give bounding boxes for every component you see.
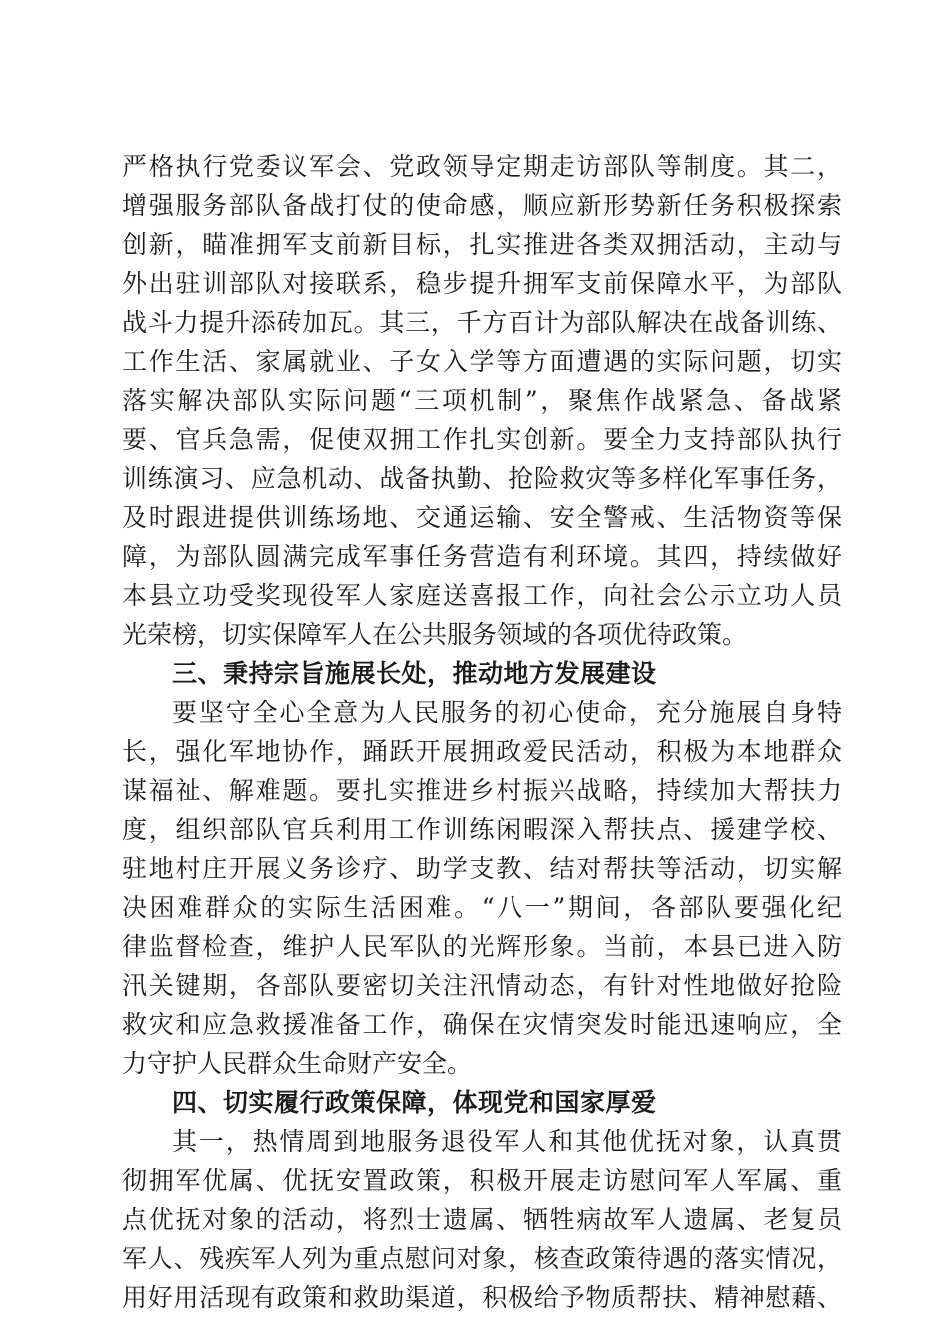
paragraph-line: 谋福祉、解难题。要扎实推进乡村振兴战略，持续加大帮扶力 (122, 776, 842, 805)
paragraph-line: 彻拥军优属、优抚安置政策，积极开展走访慰问军人军属、重 (122, 1166, 842, 1195)
paragraph-line: 救灾和应急救援准备工作，确保在灾情突发时能迅速响应，全 (122, 1010, 842, 1039)
paragraph-line: 点优抚对象的活动，将烈士遗属、牺牲病故军人遗属、老复员 (122, 1205, 842, 1234)
paragraph-line: 要、官兵急需，促使双拥工作扎实创新。要全力支持部队执行 (122, 425, 842, 454)
paragraph-line: 工作生活、家属就业、子女入学等方面遭遇的实际问题，切实 (122, 347, 842, 376)
paragraph-line: 战斗力提升添砖加瓦。其三，千方百计为部队解决在战备训练、 (122, 308, 842, 337)
section-heading-3: 三、秉持宗旨施展长处，推动地方发展建设 (172, 659, 657, 688)
paragraph-line: 训练演习、应急机动、战备执勤、抢险救灾等多样化军事任务， (122, 464, 842, 493)
paragraph-line: 本县立功受奖现役军人家庭送喜报工作，向社会公示立功人员 (122, 581, 842, 610)
paragraph-line: 军人、残疾军人列为重点慰问对象，核查政策待遇的落实情况， (122, 1244, 842, 1273)
paragraph-line: 决困难群众的实际生活困难。“八一”期间，各部队要强化纪 (122, 893, 842, 922)
paragraph-line: 障，为部队圆满完成军事任务营造有利环境。其四，持续做好 (122, 542, 842, 571)
paragraph-line: 落实解决部队实际问题“三项机制”，聚焦作战紧急、备战紧 (122, 386, 842, 415)
paragraph-line: 驻地村庄开展义务诊疗、助学支教、结对帮扶等活动，切实解 (122, 854, 842, 883)
paragraph-first-line: 其一，热情周到地服务退役军人和其他优抚对象，认真贯 (172, 1127, 842, 1156)
paragraph-line: 光荣榜，切实保障军人在公共服务领域的各项优待政策。 (122, 620, 748, 649)
paragraph-line: 律监督检查，维护人民军队的光辉形象。当前，本县已进入防 (122, 932, 842, 961)
paragraph-line: 增强服务部队备战打仗的使命感，顺应新形势新任务积极探索 (122, 191, 842, 220)
paragraph-line: 力守护人民群众生命财产安全。 (122, 1049, 473, 1078)
section-heading-4: 四、切实履行政策保障，体现党和国家厚爱 (172, 1088, 657, 1117)
paragraph-first-line: 要坚守全心全意为人民服务的初心使命，充分施展自身特 (172, 698, 842, 727)
paragraph-line: 用好用活现有政策和救助渠道，积极给予物质帮扶、精神慰藉、 (122, 1283, 842, 1312)
paragraph-line: 外出驻训部队对接联系，稳步提升拥军支前保障水平，为部队 (122, 269, 842, 298)
paragraph-line: 创新，瞄准拥军支前新目标，扎实推进各类双拥活动，主动与 (122, 230, 842, 259)
paragraph-line: 及时跟进提供训练场地、交通运输、安全警戒、生活物资等保 (122, 503, 842, 532)
paragraph-line: 长，强化军地协作，踊跃开展拥政爱民活动，积极为本地群众 (122, 737, 842, 766)
paragraph-line: 汛关键期，各部队要密切关注汛情动态，有针对性地做好抢险 (122, 971, 842, 1000)
paragraph-line: 度，组织部队官兵利用工作训练闲暇深入帮扶点、援建学校、 (122, 815, 842, 844)
paragraph-line: 严格执行党委议军会、党政领导定期走访部队等制度。其二， (122, 152, 842, 181)
